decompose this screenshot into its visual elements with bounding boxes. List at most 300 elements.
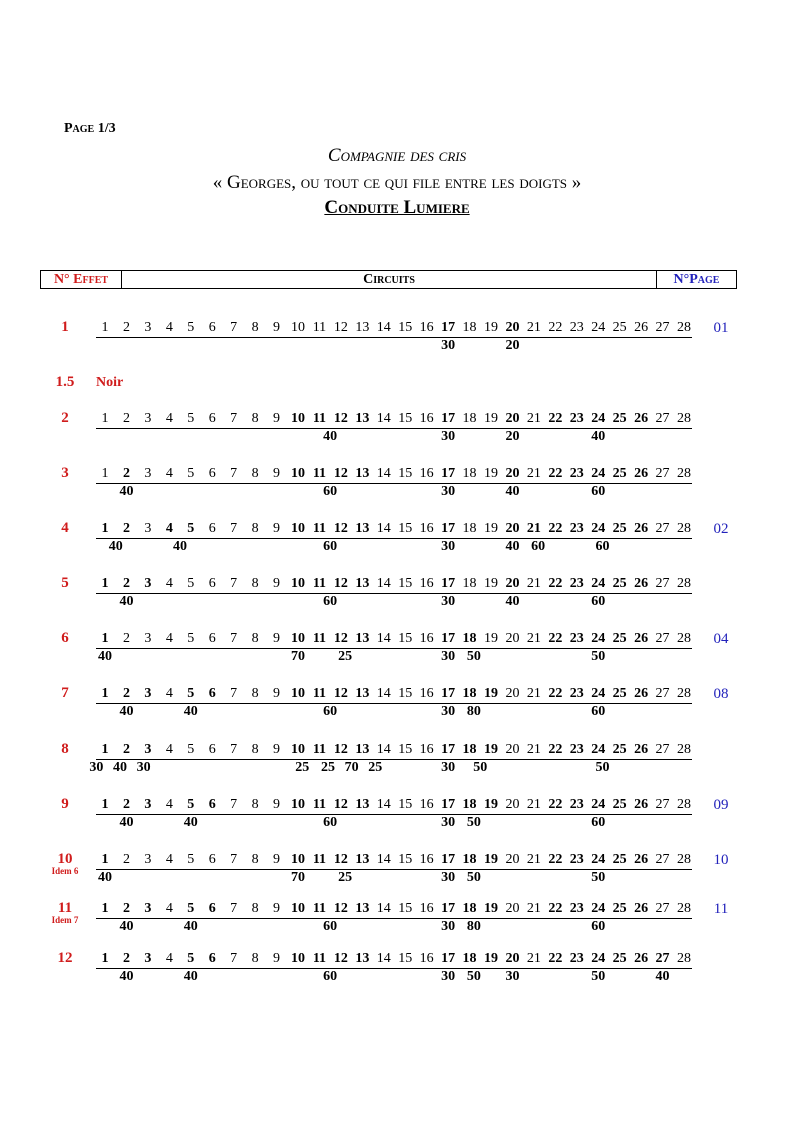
circuit-number: 22 <box>548 742 563 757</box>
circuit-level: 60 <box>323 539 338 554</box>
circuit-number: 14 <box>376 901 391 916</box>
circuit-number: 20 <box>505 852 520 867</box>
circuit-number: 10 <box>291 686 305 701</box>
circuit-number: 24 <box>591 576 606 591</box>
circuit-number: 8 <box>251 852 259 867</box>
circuit-number: 5 <box>187 686 195 701</box>
circuit-number: 25 <box>612 631 627 646</box>
circuit-number: 8 <box>251 320 259 335</box>
circuit-number: 2 <box>122 742 130 757</box>
show-title: « Georges, ou tout ce qui file entre les doigts » <box>212 172 582 193</box>
circuit-level: 30 <box>441 484 456 499</box>
circuit-number: 22 <box>548 797 563 812</box>
circuit-level: 30 <box>441 429 456 444</box>
circuit-number: 12 <box>333 411 348 426</box>
circuit-number: 2 <box>122 320 130 335</box>
circuit-number: 5 <box>187 742 195 757</box>
cue-page-ref: 11 <box>713 901 729 917</box>
circuit-number: 9 <box>273 797 281 812</box>
circuit-number: 15 <box>398 901 413 916</box>
circuit-number: 5 <box>187 852 195 867</box>
circuit-number: 12 <box>333 901 348 916</box>
circuit-number: 6 <box>208 901 216 916</box>
circuit-number: 23 <box>569 411 584 426</box>
cue-number: 8 <box>61 741 69 757</box>
cue-number: 6 <box>61 630 69 646</box>
circuit-number: 4 <box>165 686 173 701</box>
circuit-level: 80 <box>466 704 481 719</box>
circuit-level: 50 <box>595 760 610 775</box>
circuit-line <box>96 318 692 338</box>
circuit-number: 4 <box>165 901 173 916</box>
cue-page-ref: 01 <box>713 320 729 336</box>
circuit-number: 17 <box>441 742 456 757</box>
circuit-number: 10 <box>291 951 305 966</box>
circuit-number: 17 <box>441 686 456 701</box>
circuit-number: 14 <box>376 951 391 966</box>
circuit-number: 25 <box>612 466 627 481</box>
cue-number: 4 <box>61 520 69 536</box>
circuit-number: 17 <box>441 852 456 867</box>
circuit-number: 7 <box>230 742 238 757</box>
circuit-number: 27 <box>655 466 670 481</box>
cue-number: 1.5 <box>55 374 75 390</box>
circuit-number: 3 <box>144 686 152 701</box>
circuit-number: 16 <box>419 742 434 757</box>
circuit-number: 7 <box>230 576 238 591</box>
circuit-number: 2 <box>122 686 130 701</box>
circuit-number: 16 <box>419 951 434 966</box>
circuit-number: 17 <box>441 521 456 536</box>
circuit-number: 19 <box>484 951 498 966</box>
circuit-number: 7 <box>230 411 238 426</box>
circuit-number: 24 <box>591 901 606 916</box>
cue-number: 3 <box>61 465 69 481</box>
circuit-number: 14 <box>376 742 391 757</box>
circuit-number: 18 <box>462 466 477 481</box>
circuit-number: 11 <box>312 631 327 646</box>
circuit-number: 20 <box>505 951 520 966</box>
circuit-number: 15 <box>398 521 413 536</box>
circuit-number: 16 <box>419 320 434 335</box>
circuit-number: 23 <box>569 951 584 966</box>
circuit-number: 10 <box>291 631 305 646</box>
circuit-level: 40 <box>183 969 198 984</box>
cue-page-ref: 04 <box>713 631 729 647</box>
circuit-level: 40 <box>119 704 134 719</box>
circuit-number: 26 <box>634 320 649 335</box>
circuit-number: 9 <box>273 686 281 701</box>
circuit-number: 20 <box>505 797 520 812</box>
circuit-number: 20 <box>505 320 520 335</box>
circuit-number: 4 <box>165 852 173 867</box>
circuit-number: 7 <box>230 951 238 966</box>
circuit-number: 20 <box>505 631 520 646</box>
cue-number: 7 <box>61 685 69 701</box>
circuit-number: 14 <box>376 521 391 536</box>
circuit-number: 7 <box>230 631 238 646</box>
circuit-level: 60 <box>595 539 610 554</box>
circuit-number: 6 <box>208 466 216 481</box>
circuit-number: 3 <box>144 797 152 812</box>
circuit-number: 19 <box>484 411 498 426</box>
circuit-number: 23 <box>569 466 584 481</box>
circuit-number: 22 <box>548 320 563 335</box>
cue-number: 2 <box>61 410 69 426</box>
circuit-number: 3 <box>144 466 152 481</box>
circuit-number: 24 <box>591 951 606 966</box>
cue-number: 1 <box>61 319 69 335</box>
circuit-level: 50 <box>591 969 606 984</box>
circuit-number: 14 <box>376 576 391 591</box>
circuit-number: 4 <box>165 521 173 536</box>
circuit-level: 60 <box>591 815 606 830</box>
circuit-number: 1 <box>101 521 109 536</box>
circuit-number: 10 <box>291 320 305 335</box>
cue-number: 9 <box>61 796 69 812</box>
circuit-level: 60 <box>323 484 338 499</box>
circuit-number: 23 <box>569 631 584 646</box>
circuit-number: 26 <box>634 411 649 426</box>
circuit-number: 20 <box>505 521 520 536</box>
circuit-number: 13 <box>355 852 370 867</box>
circuit-level: 40 <box>119 594 134 609</box>
circuit-number: 19 <box>484 466 498 481</box>
circuit-number: 8 <box>251 631 259 646</box>
circuit-number: 5 <box>187 631 195 646</box>
circuit-number: 1 <box>101 320 109 335</box>
circuit-number: 4 <box>165 742 173 757</box>
circuit-number: 7 <box>230 466 238 481</box>
circuit-number: 23 <box>569 320 584 335</box>
circuit-number: 17 <box>441 576 456 591</box>
circuit-number: 1 <box>101 576 109 591</box>
circuit-number: 15 <box>398 797 413 812</box>
circuit-number: 25 <box>612 320 627 335</box>
circuit-number: 8 <box>251 576 259 591</box>
circuit-line <box>96 899 692 919</box>
circuit-number: 1 <box>101 852 109 867</box>
circuit-level: 50 <box>466 649 481 664</box>
circuit-number: 13 <box>355 466 370 481</box>
cue-row <box>0 795 794 835</box>
circuit-number: 22 <box>548 951 563 966</box>
circuit-number: 17 <box>441 901 456 916</box>
circuit-number: 2 <box>122 852 130 867</box>
circuit-number: 15 <box>398 742 413 757</box>
circuit-level: 60 <box>323 919 338 934</box>
table-header <box>40 270 737 289</box>
circuit-number: 12 <box>333 466 348 481</box>
circuit-number: 3 <box>144 631 152 646</box>
document-title <box>0 197 794 219</box>
circuit-number: 5 <box>187 797 195 812</box>
circuit-number: 11 <box>312 521 327 536</box>
circuit-number: 6 <box>208 576 216 591</box>
circuit-number: 19 <box>484 852 498 867</box>
document-title-text: Conduite Lumiere <box>324 197 470 218</box>
circuit-number: 12 <box>333 576 348 591</box>
circuit-number: 3 <box>144 742 152 757</box>
circuit-number: 17 <box>441 411 456 426</box>
circuit-number: 11 <box>312 466 327 481</box>
circuit-number: 28 <box>677 631 691 646</box>
circuit-number: 8 <box>251 686 259 701</box>
circuit-line <box>96 850 692 870</box>
circuit-number: 22 <box>548 852 563 867</box>
circuit-level: 30 <box>441 760 456 775</box>
circuit-number: 24 <box>591 411 606 426</box>
circuit-number: 23 <box>569 852 584 867</box>
circuit-number: 9 <box>273 411 281 426</box>
circuit-number: 18 <box>462 576 477 591</box>
circuit-level: 30 <box>441 704 456 719</box>
circuit-number: 25 <box>612 852 627 867</box>
circuit-number: 3 <box>144 521 152 536</box>
circuit-number: 27 <box>655 686 670 701</box>
circuit-number: 26 <box>634 466 649 481</box>
circuit-level: 30 <box>441 815 456 830</box>
circuit-number: 15 <box>398 466 413 481</box>
circuit-number: 2 <box>122 951 130 966</box>
circuit-number: 21 <box>526 797 541 812</box>
circuit-number: 13 <box>355 686 370 701</box>
circuit-level: 30 <box>441 594 456 609</box>
cue-row <box>0 949 794 989</box>
cue-row <box>0 740 794 780</box>
circuit-level: 40 <box>505 484 520 499</box>
circuit-number: 10 <box>291 411 305 426</box>
circuit-number: 1 <box>101 951 109 966</box>
circuit-number: 21 <box>526 742 541 757</box>
circuit-number: 9 <box>273 466 281 481</box>
circuit-level: 40 <box>505 539 520 554</box>
circuit-number: 23 <box>569 521 584 536</box>
circuit-number: 17 <box>441 466 456 481</box>
cue-number: 5 <box>61 575 69 591</box>
circuit-number: 2 <box>122 521 130 536</box>
circuit-level: 25 <box>295 760 310 775</box>
circuit-level: 40 <box>98 870 112 885</box>
header-effect: N° Effet <box>41 271 122 288</box>
circuit-number: 25 <box>612 576 627 591</box>
circuit-line <box>96 574 692 594</box>
circuit-number: 27 <box>655 797 670 812</box>
cue-page-ref: 08 <box>713 686 729 702</box>
circuit-level: 30 <box>441 338 456 353</box>
circuit-number: 7 <box>230 521 238 536</box>
circuit-number: 21 <box>526 901 541 916</box>
circuit-number: 8 <box>251 521 259 536</box>
circuit-number: 26 <box>634 521 649 536</box>
cue-row <box>0 409 794 449</box>
circuit-number: 14 <box>376 852 391 867</box>
circuit-number: 11 <box>312 576 327 591</box>
circuit-number: 19 <box>484 901 498 916</box>
circuit-level: 60 <box>591 704 606 719</box>
circuit-number: 10 <box>291 576 305 591</box>
circuit-number: 1 <box>101 742 109 757</box>
circuit-line <box>96 519 692 539</box>
circuit-number: 27 <box>655 411 670 426</box>
circuit-number: 9 <box>273 742 281 757</box>
circuit-number: 13 <box>355 951 370 966</box>
circuit-level: 30 <box>89 760 104 775</box>
circuit-line <box>96 464 692 484</box>
circuit-number: 23 <box>569 742 584 757</box>
circuit-number: 27 <box>655 742 670 757</box>
circuit-number: 28 <box>677 901 691 916</box>
circuit-number: 3 <box>144 951 152 966</box>
circuit-number: 10 <box>291 466 305 481</box>
circuit-line <box>96 949 692 969</box>
circuit-number: 24 <box>591 742 606 757</box>
circuit-level: 40 <box>119 815 134 830</box>
circuit-number: 11 <box>312 320 327 335</box>
circuit-number: 28 <box>677 686 691 701</box>
circuit-number: 16 <box>419 521 434 536</box>
circuit-number: 9 <box>273 521 281 536</box>
circuit-level: 60 <box>591 484 606 499</box>
header-page: N°Page <box>656 271 736 288</box>
circuit-number: 10 <box>291 852 305 867</box>
circuit-number: 28 <box>677 320 691 335</box>
circuit-number: 14 <box>376 631 391 646</box>
circuit-number: 5 <box>187 951 195 966</box>
circuit-number: 4 <box>165 320 173 335</box>
circuit-number: 14 <box>376 686 391 701</box>
circuit-level: 70 <box>344 760 359 775</box>
circuit-level: 50 <box>466 969 481 984</box>
circuit-level: 25 <box>338 649 353 664</box>
circuit-level: 40 <box>655 969 670 984</box>
circuit-number: 15 <box>398 686 413 701</box>
circuit-number: 15 <box>398 320 413 335</box>
circuit-number: 1 <box>101 901 109 916</box>
cue-row <box>0 519 794 559</box>
circuit-number: 18 <box>462 852 477 867</box>
circuit-number: 25 <box>612 951 627 966</box>
circuit-number: 7 <box>230 320 238 335</box>
circuit-number: 10 <box>291 797 305 812</box>
circuit-number: 28 <box>677 797 691 812</box>
circuit-number: 4 <box>165 466 173 481</box>
circuit-level: 30 <box>441 870 456 885</box>
circuit-number: 26 <box>634 631 649 646</box>
circuit-number: 21 <box>526 951 541 966</box>
circuit-number: 5 <box>187 411 195 426</box>
circuit-number: 22 <box>548 901 563 916</box>
circuit-number: 27 <box>655 521 670 536</box>
circuit-number: 2 <box>122 901 130 916</box>
circuit-number: 16 <box>419 631 434 646</box>
circuit-number: 1 <box>101 686 109 701</box>
cue-number: 11 <box>57 900 73 916</box>
circuit-number: 14 <box>376 320 391 335</box>
circuit-level: 40 <box>591 429 606 444</box>
circuit-number: 11 <box>312 797 327 812</box>
circuit-level: 60 <box>323 704 338 719</box>
circuit-number: 21 <box>526 521 541 536</box>
circuit-number: 16 <box>419 466 434 481</box>
circuit-number: 20 <box>505 576 520 591</box>
circuit-number: 21 <box>526 631 541 646</box>
circuit-number: 16 <box>419 852 434 867</box>
circuit-number: 14 <box>376 411 391 426</box>
circuit-number: 11 <box>312 852 327 867</box>
cue-row <box>0 899 794 939</box>
circuit-number: 27 <box>655 852 670 867</box>
circuit-number: 14 <box>376 797 391 812</box>
circuit-number: 24 <box>591 320 606 335</box>
circuit-number: 26 <box>634 852 649 867</box>
circuit-number: 26 <box>634 797 649 812</box>
circuit-number: 26 <box>634 686 649 701</box>
circuit-number: 15 <box>398 411 413 426</box>
circuit-number: 2 <box>122 797 130 812</box>
circuit-level: 50 <box>466 870 481 885</box>
circuit-number: 6 <box>208 797 216 812</box>
circuit-level: 40 <box>183 704 198 719</box>
circuit-number: 6 <box>208 521 216 536</box>
circuit-number: 16 <box>419 411 434 426</box>
circuit-number: 9 <box>273 852 281 867</box>
circuit-number: 25 <box>612 686 627 701</box>
circuit-number: 8 <box>251 901 259 916</box>
circuit-number: 19 <box>484 576 498 591</box>
circuit-line <box>96 629 692 649</box>
circuit-number: 28 <box>677 466 691 481</box>
circuit-number: 25 <box>612 521 627 536</box>
circuit-number: 1 <box>101 411 109 426</box>
circuit-number: 22 <box>548 631 563 646</box>
circuit-level: 20 <box>505 338 520 353</box>
circuit-number: 1 <box>101 631 109 646</box>
circuit-level: 40 <box>505 594 520 609</box>
circuit-number: 28 <box>677 411 691 426</box>
circuit-number: 9 <box>273 951 281 966</box>
circuit-number: 13 <box>355 411 370 426</box>
circuit-number: 16 <box>419 797 434 812</box>
circuit-number: 19 <box>484 686 498 701</box>
circuit-level: 30 <box>136 760 151 775</box>
circuit-number: 1 <box>101 466 109 481</box>
circuit-number: 12 <box>333 631 348 646</box>
circuit-number: 17 <box>441 951 456 966</box>
circuit-level: 50 <box>591 870 606 885</box>
circuit-number: 28 <box>677 951 691 966</box>
cue-row <box>0 629 794 669</box>
circuit-number: 28 <box>677 521 691 536</box>
circuit-number: 17 <box>441 320 456 335</box>
circuit-level: 40 <box>119 969 134 984</box>
circuit-number: 21 <box>526 320 541 335</box>
circuit-line <box>96 740 692 760</box>
circuit-number: 13 <box>355 576 370 591</box>
cue-number: 10 <box>57 851 73 867</box>
circuit-number: 5 <box>187 521 195 536</box>
circuit-number: 13 <box>355 320 370 335</box>
circuit-level: 60 <box>591 594 606 609</box>
circuit-number: 5 <box>187 320 195 335</box>
circuit-level: 40 <box>323 429 338 444</box>
circuit-level: 80 <box>466 919 481 934</box>
circuit-number: 2 <box>122 576 130 591</box>
circuit-number: 28 <box>677 852 691 867</box>
circuit-number: 20 <box>505 901 520 916</box>
circuit-number: 24 <box>591 797 606 812</box>
circuit-level: 40 <box>183 815 198 830</box>
